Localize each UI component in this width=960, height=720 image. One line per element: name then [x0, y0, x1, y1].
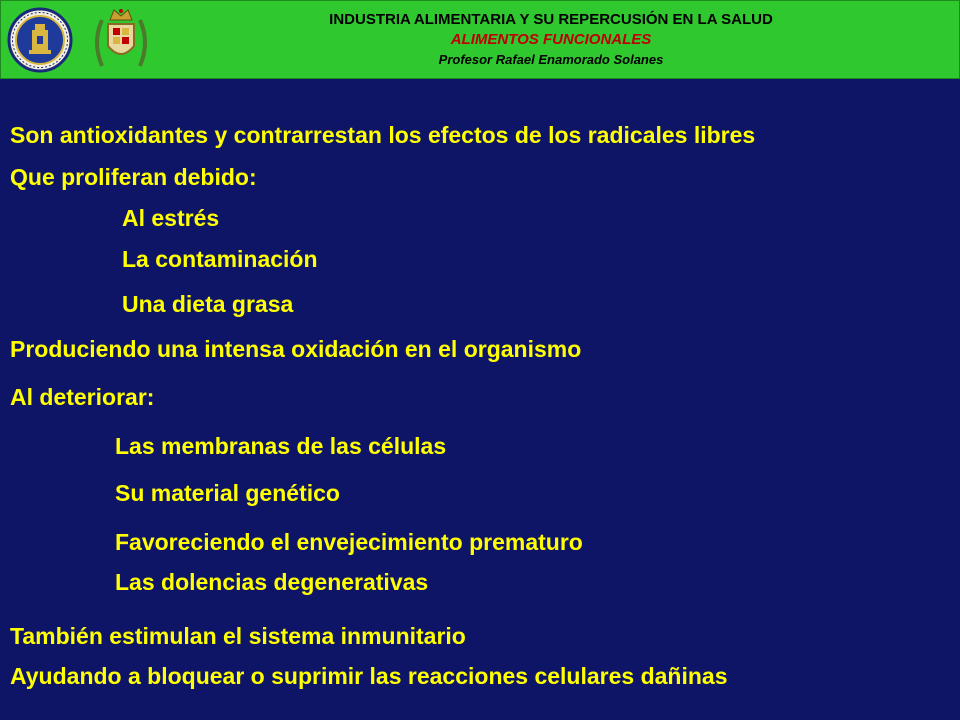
header-topic: ALIMENTOS FUNCIONALES	[450, 31, 652, 48]
header-professor: Profesor Rafael Enamorado Solanes	[438, 52, 664, 67]
text-line-indented: Las membranas de las células	[115, 433, 447, 459]
university-seal-icon	[7, 6, 73, 74]
header-course-title: INDUSTRIA ALIMENTARIA Y SU REPERCUSIÓN EN LA SALUD	[329, 11, 773, 28]
text-line-indented: Las dolencias degenerativas	[115, 569, 429, 595]
text-line-indented: Una dieta grasa	[122, 291, 294, 317]
text-line: Que proliferan debido:	[10, 164, 257, 190]
text-line-indented: Favoreciendo el envejecimiento prematuro	[115, 529, 583, 555]
royal-crest-icon	[88, 6, 154, 74]
text-line: Produciendo una intensa oxidación en el organismo	[10, 336, 582, 362]
text-line-indented: Al estrés	[122, 205, 220, 231]
text-line: Al deteriorar:	[10, 384, 155, 410]
text-line: También estimulan el sistema inmunitario	[10, 623, 466, 649]
text-line-indented: Su material genético	[115, 480, 340, 506]
text-line-indented: La contaminación	[122, 246, 318, 272]
text-line: Ayudando a bloquear o suprimir las reacciones celulares dañinas	[10, 663, 728, 689]
slide-header	[0, 0, 960, 79]
text-line: Son antioxidantes y contrarrestan los efectos de los radicales libres	[10, 122, 756, 148]
